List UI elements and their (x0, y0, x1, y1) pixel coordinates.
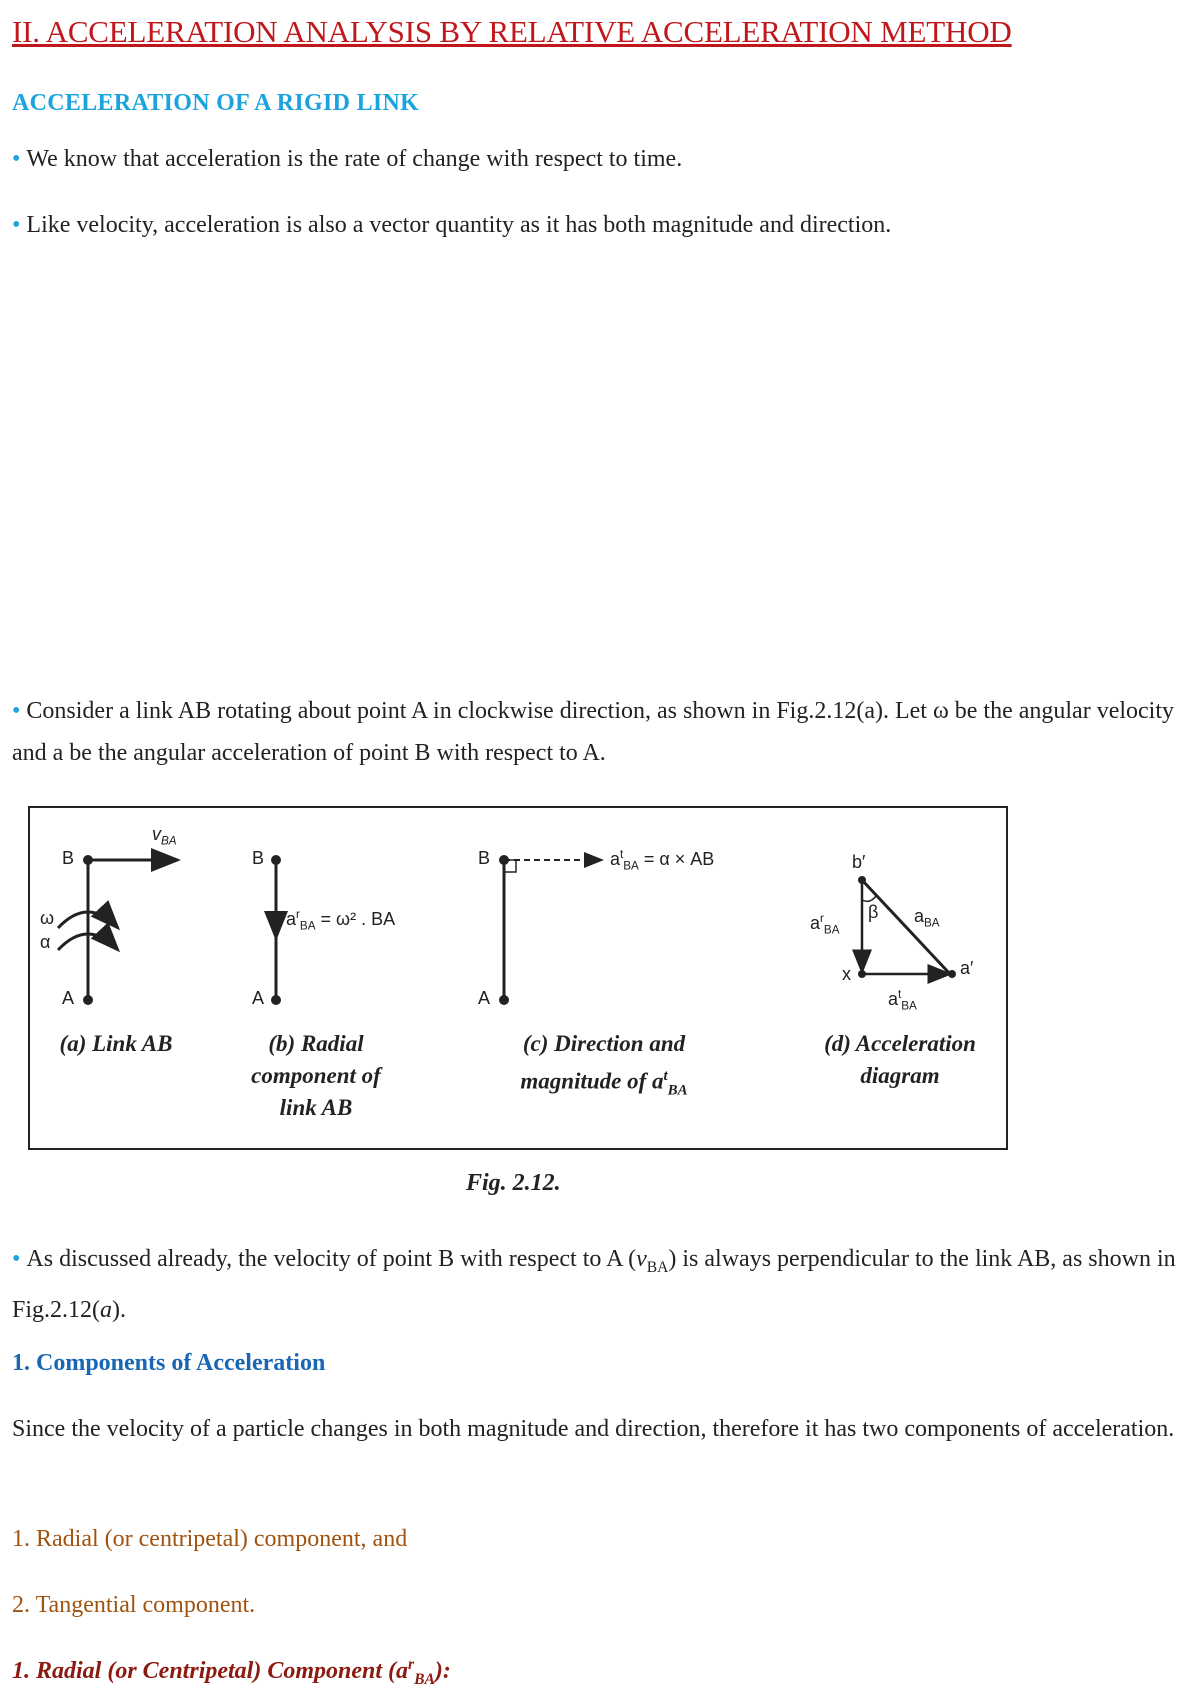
label-vBA: $v_{BA}$ (152, 824, 177, 848)
bullet-paragraph-1 (12, 138, 1190, 180)
section-heading-components: 1. Components of Acceleration (12, 1350, 326, 1376)
panel-a-drawing (58, 855, 178, 1005)
caption-panel-d: (d) Acceleration diagram (824, 1031, 976, 1088)
caption-panel-a: (a) Link AB (59, 1031, 173, 1056)
label-A-a: A (62, 988, 75, 1008)
list-item-tangential: 2. Tangential component. (12, 1592, 256, 1618)
subheading-radial-component: 1. Radial (or Centripetal) Component $(a^r_{BA})$: (12, 1656, 451, 1688)
caption-panel-b: (b) Radial component of link AB (251, 1031, 381, 1120)
label-B-b: B (252, 848, 265, 868)
bullet-icon: • (12, 698, 21, 724)
bullet-text-3: Consider a link AB rotating about point A in clockwise direction, as shown in Fig.2.12(a). Let ω be the angular velocity and a be the angular acceleration of point B with respect to A. (12, 698, 1174, 766)
label-alpha: α (40, 932, 51, 952)
list-item-radial: 1. Radial (or centripetal) component, and (12, 1526, 408, 1552)
label-B-a: B (62, 848, 75, 868)
label-beta: β (868, 902, 879, 922)
figure-title: Fig. 2.12. (466, 1170, 561, 1196)
bullet-text-2: Like velocity, acceleration is also a vector quantity as it has both magnitude and direction. (26, 212, 892, 238)
label-at-BA: $a^t_{BA}$ (888, 988, 917, 1013)
section-subtitle: ACCELERATION OF A RIGID LINK (12, 90, 420, 116)
label-A-b: A (252, 988, 265, 1008)
bullet-paragraph-2 (12, 204, 1190, 246)
bullet-paragraph-4: • As discussed already, the velocity of point B with respect to A $(v_{BA})$ is always perpendicular to the link AB, as shown in Fig.2.12(a). (12, 1246, 1176, 1323)
components-paragraph: Since the velocity of a particle changes in both magnitude and direction, therefore it has two components of acceleration. (12, 1416, 1175, 1442)
panel-c-drawing (499, 855, 602, 1005)
bullet-text-1: We know that acceleration is the rate of change with respect to time. (26, 146, 683, 172)
bullet-icon: • (12, 1246, 21, 1272)
label-omega: ω (40, 908, 55, 928)
label-x: x (842, 964, 851, 984)
panel-d-drawing (858, 876, 956, 978)
label-aBA: $a_{BA}$ (914, 906, 940, 930)
label-A-c: A (478, 988, 491, 1008)
bullet-icon: • (12, 212, 21, 238)
bullet-paragraph-3 (12, 690, 1190, 774)
caption-panel-c: (c) Direction and magnitude of $a^t_{BA}$ (520, 1031, 688, 1099)
label-radial-formula: $a^r_{BA} = \omega^2$ . BA (286, 908, 396, 933)
label-B-c: B (478, 848, 491, 868)
label-tangential-formula: $a^t_{BA} = \alpha$ × AB (610, 848, 715, 873)
page-title: II. ACCELERATION ANALYSIS BY RELATIVE ACCELERATION METHOD (12, 14, 1012, 49)
bullet-icon: • (12, 146, 21, 172)
label-a-prime: a′ (960, 958, 974, 978)
label-b-prime: b′ (852, 852, 866, 872)
figure-frame (28, 806, 1008, 1150)
label-ar-BA: $a^r_{BA}$ (810, 912, 840, 937)
panel-b-drawing (271, 855, 281, 1005)
